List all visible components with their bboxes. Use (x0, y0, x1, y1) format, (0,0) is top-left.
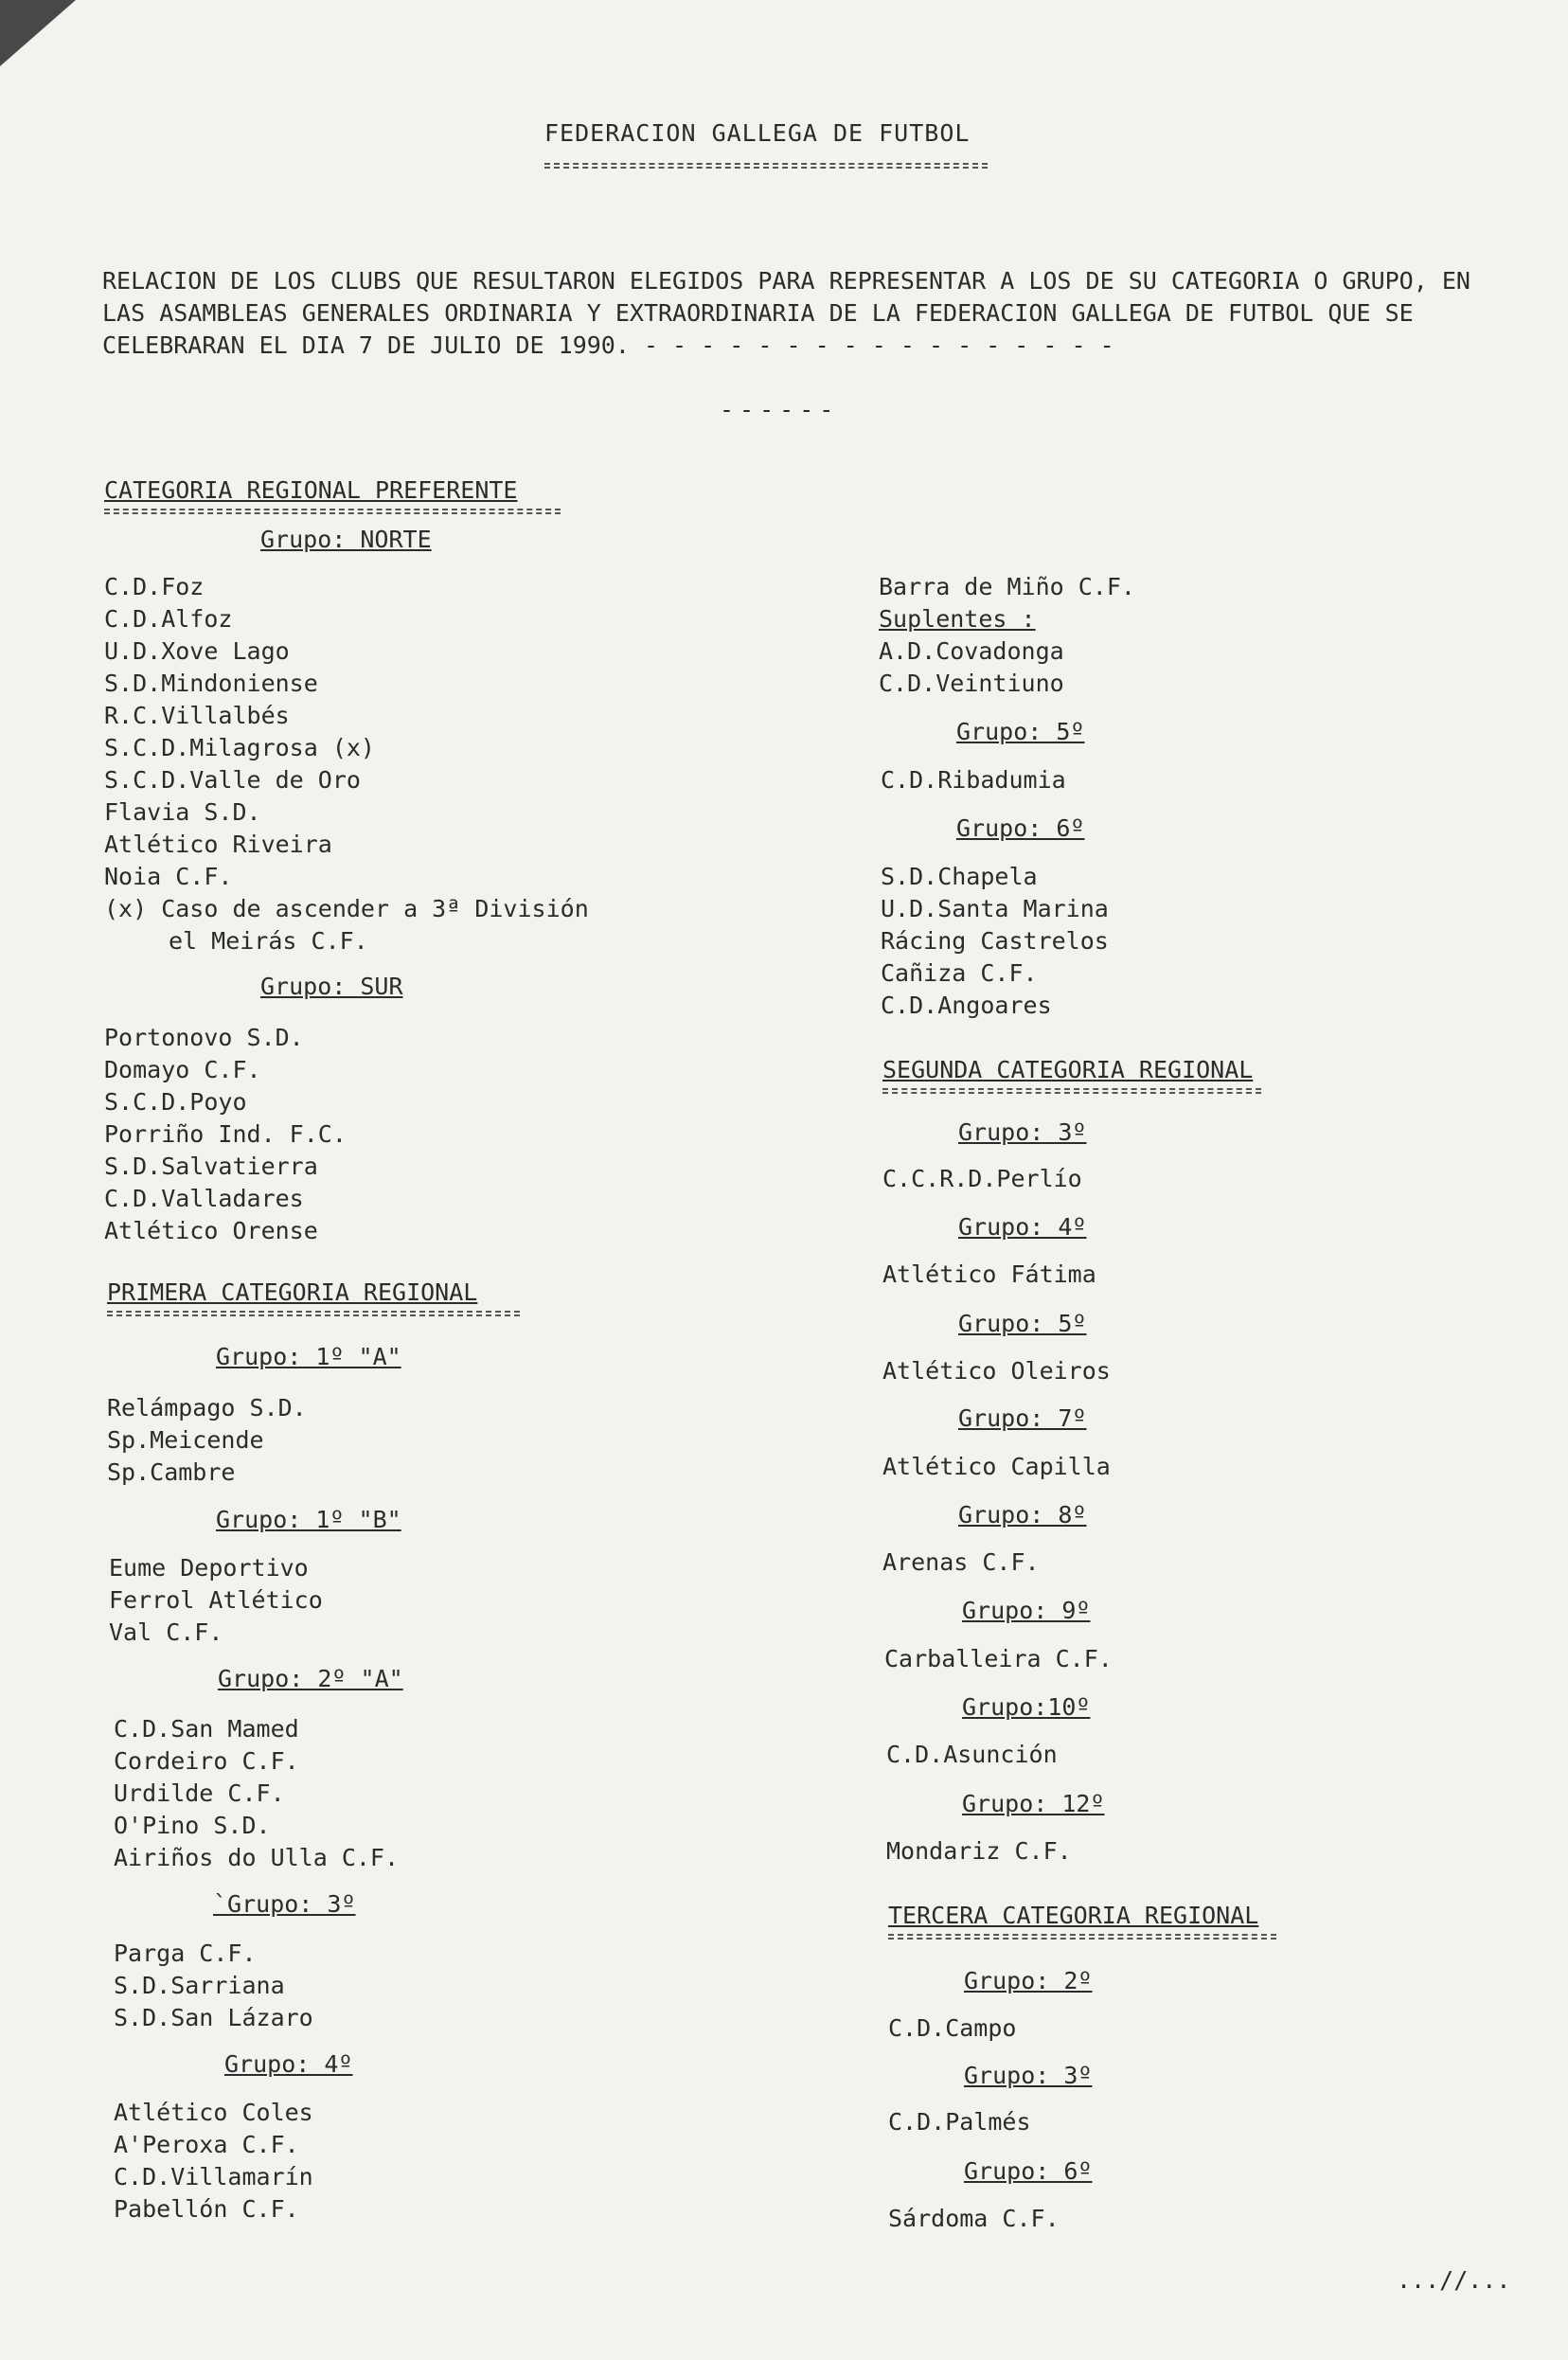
group-label: Grupo: 12º (962, 1790, 1105, 1817)
club-item: Noia C.F. (104, 863, 233, 890)
group-label: Grupo: 8º (958, 1501, 1087, 1529)
club-item: Atlético Fátima (882, 1260, 1096, 1288)
heading-tercera: TERCERA CATEGORIA REGIONAL (888, 1902, 1259, 1929)
club-item: Val C.F. (109, 1618, 223, 1646)
club-item: S.D.Sarriana (114, 1972, 285, 1999)
club-item: S.D.Salvatierra (104, 1153, 318, 1180)
club-item: Mondariz C.F. (886, 1837, 1072, 1865)
club-item: Cañiza C.F. (881, 959, 1038, 987)
club-item: A'Peroxa C.F. (114, 2131, 299, 2158)
separator-dashes: ------ (720, 396, 840, 423)
heading-rule (107, 1311, 520, 1316)
footnote-line: (x) Caso de ascender a 3ª División (104, 895, 589, 922)
club-item: Rácing Castrelos (881, 927, 1109, 955)
heading-rule (882, 1088, 1261, 1094)
club-item: Atlético Capilla (882, 1453, 1111, 1480)
club-item: C.D.Palmés (888, 2108, 1031, 2136)
club-item: U.D.Xove Lago (104, 637, 290, 665)
club-item: C.D.Veintiuno (879, 670, 1064, 697)
club-item: C.D.Foz (104, 573, 205, 600)
document-title: FEDERACION GALLEGA DE FUTBOL (544, 119, 971, 147)
group-label-1b: Grupo: 1º "B" (216, 1506, 401, 1533)
club-item: S.C.D.Poyo (104, 1088, 247, 1116)
club-item: C.D.Alfoz (104, 605, 233, 633)
club-item: Relámpago S.D. (107, 1394, 307, 1421)
club-item: S.D.Chapela (881, 863, 1038, 890)
group-label: Grupo: 4º (958, 1213, 1087, 1241)
club-item: Atlético Oleiros (882, 1357, 1111, 1385)
club-item: C.C.R.D.Perlío (882, 1165, 1082, 1192)
club-item: Porriño Ind. F.C. (104, 1120, 347, 1148)
club-item: C.D.Valladares (104, 1185, 304, 1212)
club-item: Airiños do Ulla C.F. (114, 1844, 400, 1871)
club-item: C.D.Angoares (881, 992, 1052, 1019)
torn-corner (0, 0, 76, 66)
group-label: Grupo:10º (962, 1693, 1091, 1721)
club-item: Cordeiro C.F. (114, 1747, 299, 1775)
title-double-rule (544, 163, 988, 169)
club-item: Sárdoma C.F. (888, 2205, 1060, 2232)
suplentes-label: Suplentes : (879, 605, 1036, 633)
heading-segunda: SEGUNDA CATEGORIA REGIONAL (882, 1056, 1254, 1083)
club-item: A.D.Covadonga (879, 637, 1064, 665)
club-item: Urdilde C.F. (114, 1779, 285, 1807)
club-item: Portonovo S.D. (104, 1024, 304, 1051)
group-label-4: Grupo: 4º (224, 2050, 353, 2078)
group-label: Grupo: 6º (964, 2157, 1093, 2185)
club-item: C.D.San Mamed (114, 1715, 299, 1743)
footnote-line: el Meirás C.F. (169, 927, 368, 955)
group-label-1a: Grupo: 1º "A" (216, 1343, 401, 1370)
club-item: Atlético Orense (104, 1217, 318, 1244)
club-item: Pabellón C.F. (114, 2195, 299, 2223)
group-label: Grupo: 5º (958, 1310, 1087, 1337)
group-label-sur: Grupo: SUR (260, 973, 403, 1000)
club-item: Atlético Riveira (104, 831, 332, 858)
group-label-6: Grupo: 6º (956, 814, 1085, 842)
club-item: Flavia S.D. (104, 798, 261, 826)
club-item: S.D.San Lázaro (114, 2004, 313, 2031)
intro-paragraph: RELACION DE LOS CLUBS QUE RESULTARON ELEGIDOS PARA REPRESENTAR A LOS DE SU CATEGORIA O GRUPO, EN LAS ASAMBLEAS GENERALES ORDINARIA Y EXTRAORDINARIA DE LA FEDERACION GALLEGA DE FUTBOL QUE SE CELEBRARAN EL DIA 7 DE JULIO DE 1990. - - - - - - - - - - - - - - - - - (102, 267, 1470, 359)
club-item: Domayo C.F. (104, 1056, 261, 1083)
club-item: Ferrol Atlético (109, 1586, 323, 1614)
group-label: Grupo: 3º (964, 2062, 1093, 2089)
heading-rule (104, 509, 561, 514)
club-item: C.D.Campo (888, 2014, 1017, 2042)
group-label-3: `Grupo: 3º (213, 1890, 356, 1918)
group-label: Grupo: 7º (958, 1404, 1087, 1432)
club-item: U.D.Santa Marina (881, 895, 1109, 922)
heading-primera: PRIMERA CATEGORIA REGIONAL (107, 1278, 478, 1306)
group-label: Grupo: 3º (958, 1118, 1087, 1146)
club-item: Parga C.F. (114, 1940, 257, 1967)
club-item: Carballeira C.F. (884, 1645, 1113, 1672)
club-item: Sp.Meicende (107, 1426, 264, 1454)
club-item: C.D.Asunción (886, 1741, 1058, 1768)
group-label-5: Grupo: 5º (956, 718, 1085, 745)
club-item: C.D.Villamarín (114, 2163, 313, 2190)
club-item: R.C.Villalbés (104, 702, 290, 729)
club-item: Barra de Miño C.F. (879, 573, 1135, 600)
club-item: C.D.Ribadumia (881, 766, 1066, 794)
club-item: S.C.D.Milagrosa (x) (104, 734, 375, 761)
club-item: Sp.Cambre (107, 1458, 236, 1486)
group-label: Grupo: 9º (962, 1597, 1091, 1624)
club-item: O'Pino S.D. (114, 1812, 271, 1839)
club-item: S.C.D.Valle de Oro (104, 766, 361, 794)
continuation-mark: ...//... (1397, 2266, 1511, 2294)
club-item: Atlético Coles (114, 2099, 313, 2126)
group-label-norte: Grupo: NORTE (260, 526, 432, 553)
club-item: Arenas C.F. (882, 1548, 1040, 1576)
club-item: S.D.Mindoniense (104, 670, 318, 697)
group-label-2a: Grupo: 2º "A" (218, 1665, 403, 1692)
group-label: Grupo: 2º (964, 1967, 1093, 1994)
heading-rule (888, 1934, 1276, 1940)
heading-preferente: CATEGORIA REGIONAL PREFERENTE (104, 476, 518, 504)
club-item: Eume Deportivo (109, 1554, 309, 1582)
